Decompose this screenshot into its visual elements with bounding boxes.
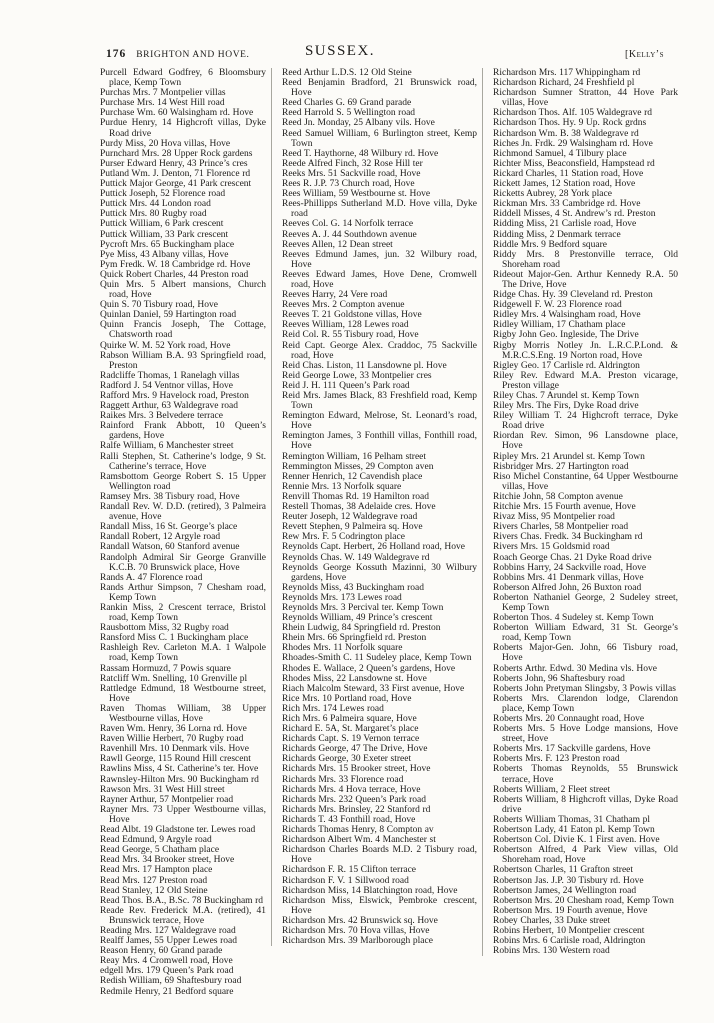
directory-entry: Robins Herbert, 10 Montpelier crescent xyxy=(493,925,645,936)
directory-entry: Purdue Henry, 14 Highcroft villas, Dyke Road drive xyxy=(100,118,266,139)
directory-entry: Reynolds Miss, 43 Buckingham road xyxy=(282,582,424,593)
directory-entry: Puttick William, 6 Park crescent xyxy=(100,219,224,230)
directory-entry: Reed T. Haythorne, 48 Wilbury rd. Hove xyxy=(282,148,439,159)
directory-entry: Reid J. H. 111 Queen’s Park road xyxy=(282,380,410,391)
directory-entry: Raggett Arthur, 63 Waldegrave road xyxy=(100,401,238,412)
directory-entry: Robertson Jas. J.P. 30 Tisbury rd. Hove xyxy=(493,875,644,886)
directory-entry: Reed Jn. Monday, 25 Albany vils. Hove xyxy=(282,118,435,129)
directory-entry: Roberts William, 8 Highcroft villas, Dyke Road drive xyxy=(493,794,678,815)
directory-entry: Quick Robert Charles, 44 Preston road xyxy=(100,269,249,280)
directory-entry: Rands Arthur Simpson, 7 Chesham road, Kemp Town xyxy=(100,582,266,603)
directory-entry: Rigby John Geo. Ingleside, The Drive xyxy=(493,330,639,341)
directory-entry: Revett Stephen, 9 Palmeira sq. Hove xyxy=(282,522,423,533)
directory-entry: Purcell Edward Godfrey, 6 Bloomsbury place, Kemp Town xyxy=(100,68,266,89)
directory-entry: Rennie Mrs. 13 Norfolk square xyxy=(282,481,402,492)
directory-entry: Rhodes Miss, 22 Lansdowne st. Hove xyxy=(282,673,427,684)
directory-entry: Robbins Mrs. 41 Denmark villas, Hove xyxy=(493,572,644,583)
directory-entry: Ridding Miss, 2 Denmark terrace xyxy=(493,229,621,240)
directory-entry: Rigby Morris Notley Jn. L.R.C.P.Lond. & M.R.C.S.Eng. 19 Norton road, Hove xyxy=(493,340,678,361)
directory-entry: Ridding Miss, 21 Carlisle road, Hove xyxy=(493,219,637,230)
directory-entry: Ratcliff Wm. Snelling, 10 Grenville pl xyxy=(100,673,248,684)
directory-entry: Rivaz Miss, 95 Montpelier road xyxy=(493,512,615,523)
directory-entry: Rafford Mrs. 9 Havelock road, Preston xyxy=(100,391,249,401)
directory-entry: Ransford Miss C. 1 Buckingham place xyxy=(100,633,249,644)
directory-entry: Richard E. 5A, St. Margaret’s place xyxy=(282,724,419,735)
directory-entry: Robey Charles, 33 Duke street xyxy=(493,915,611,926)
directory-entry: Ralfe William, 6 Manchester street xyxy=(100,441,234,452)
directory-entry: Rainford Frank Abbott, 10 Queen’s gardens, Hove xyxy=(100,421,266,442)
directory-entry: Reeves Harry, 24 Vere road xyxy=(282,290,388,301)
directory-entry: Robins Mrs. 130 Western road xyxy=(493,946,610,957)
directory-entry: Read Stanley, 12 Old Steine xyxy=(100,885,208,896)
directory-entry: Read Edmund, 9 Argyle road xyxy=(100,835,212,846)
directory-entry: Richards Thomas Henry, 8 Compton av xyxy=(282,825,434,836)
directory-entry: Rands A. 47 Florence road xyxy=(100,572,203,583)
directory-entry: Ridgewell F. W. 23 Florence road xyxy=(493,300,622,311)
directory-entry: Rickett James, 12 Station road, Hove xyxy=(493,179,636,190)
directory-entry: Richardson Richard, 24 Freshfield pl xyxy=(493,78,635,89)
directory-entry: Rassam Hormuzd, 7 Powis square xyxy=(100,663,231,674)
directory-entry: Robertson Lady, 41 Eaton pl. Kemp Town xyxy=(493,825,655,836)
directory-entry: Quinlan Daniel, 59 Hartington road xyxy=(100,310,237,321)
directory-entry: Rice Mrs. 10 Portland road, Hove xyxy=(282,693,412,704)
directory-entry: Richardson Mrs. 42 Brunswick sq. Hove xyxy=(282,915,438,926)
directory-entry: Richmond Samuel, 4 Tilbury place xyxy=(493,148,627,159)
directory-entry: Roberts Mrs. 17 Sackville gardens, Hove xyxy=(493,744,651,755)
directory-entry: Roberts Mrs. F. 123 Preston road xyxy=(493,754,620,765)
directory-entry: Rhoades-Smith C. 11 Sudeley place, Kemp Town xyxy=(282,653,472,664)
directory-entry: Purchase Mrs. 14 West Hill road xyxy=(100,98,225,109)
directory-entry: Roberts Major-Gen. John, 66 Tisbury road, Hove xyxy=(493,643,678,664)
directory-entry: Ramsbottom George Robert S. 15 Upper Wellington road xyxy=(100,471,266,492)
directory-entry: Remmington Misses, 29 Compton aven xyxy=(282,461,434,472)
directory-entry: Reeves William, 128 Lewes road xyxy=(282,320,409,331)
directory-entry: Putland Wm. J. Denton, 71 Florence rd xyxy=(100,168,251,179)
directory-entry: Rickman Mrs. 33 Cambridge rd. Hove xyxy=(493,199,641,210)
directory-entry: Purchas Mrs. 7 Montpelier villas xyxy=(100,88,226,99)
directory-entry: Rhein Mrs. 66 Springfield rd. Preston xyxy=(282,633,427,644)
directory-entry: Roberts Mrs. Clarendon lodge, Clarendon place, Kemp Town xyxy=(493,693,678,714)
directory-entry: Roberton Thos. 4 Sudeley st. Kemp Town xyxy=(493,613,654,624)
directory-entry: Rausbottom Miss, 32 Rugby road xyxy=(100,623,229,634)
directory-entry: Robertson Alfred, 4 Park View villas, Old Shoreham road, Hove xyxy=(493,845,678,866)
directory-entry: Reynolds Chas. W. 149 Waldegrave rd xyxy=(282,552,430,563)
directory-entry: Roberts Mrs. 5 Hove Lodge mansions, Hove street, Hove xyxy=(493,724,678,745)
directory-entry: Robbins Harry, 24 Sackville road, Hove xyxy=(493,562,647,573)
directory-entry: Read Mrs. 34 Brooker street, Hove xyxy=(100,855,235,866)
directory-entry: Rattledge Edmund, 18 Westbourne street, Hove xyxy=(100,683,266,704)
directory-entry: Rayner Arthur, 57 Montpelier road xyxy=(100,794,234,805)
directory-entry: Rawll George, 115 Round Hill crescent xyxy=(100,754,251,765)
directory-entry: Rees R. J.P. 73 Church road, Hove xyxy=(282,179,415,190)
directory-entry: Riso Michel Constantine, 64 Upper Westbourne villas, Hove xyxy=(493,471,678,492)
directory-entry: Ramsey Mrs. 38 Tisbury road, Hove xyxy=(100,491,240,502)
directory-entry: Rabson William B.A. 93 Springfield road, Preston xyxy=(100,350,266,371)
directory-entry: Richards Capt. S. 19 Vernon terrace xyxy=(282,734,420,745)
directory-entry: Remington William, 16 Pelham street xyxy=(282,451,427,462)
directory-entry: Reed Arthur L.D.S. 12 Old Steine xyxy=(282,68,412,78)
directory-entry: Puttick William, 33 Park crescent xyxy=(100,229,229,240)
directory-entry: Reeves Edmund James, jun. 32 Wilbury road, Hove xyxy=(282,249,477,270)
directory-entry: Pycroft Mrs. 65 Buckingham place xyxy=(100,239,235,250)
directory-entry: Roberts John Pretyman Slingsby, 3 Powis villas xyxy=(493,683,676,694)
directory-entry: Puttick Mrs. 44 London road xyxy=(100,199,211,210)
directory-entry: Roberton William Edward, 31 St. George’s road, Kemp Town xyxy=(493,623,678,644)
directory-entry: Quin Mrs. 5 Albert mansions, Church road, Hove xyxy=(100,279,266,301)
directory-entry: Read Thos. B.A., B.Sc. 78 Buckingham rd xyxy=(100,895,264,906)
directory-entry: Randolph Admiral Sir George Granville K.C.B. 70 Brunswick place, Hove xyxy=(100,552,266,573)
directory-entry: Richards Mrs. 33 Florence road xyxy=(282,774,404,785)
directory-entry: Richardson Miss, 14 Blatchington road, Hove xyxy=(282,885,458,896)
directory-entry: Riordan Rev. Simon, 96 Lansdowne place, Hove xyxy=(493,431,678,452)
directory-entry: Richardson Albert Wm. 4 Manchester st xyxy=(282,835,436,846)
directory-entry: Roberts Thomas Reynolds, 55 Brunswick terrace, Hove xyxy=(493,764,678,785)
directory-entry: Ritchie Mrs. 15 Fourth avenue, Hove xyxy=(493,502,636,513)
directory-entry: Rees-Phillipps Sutherland M.D. Hove villa, Dyke road xyxy=(282,199,477,220)
directory-entry: Rideout Major-Gen. Arthur Kennedy R.A. 50 The Drive, Hove xyxy=(493,269,678,290)
directory-entry: Richards Mrs. 4 Hova terrace, Hove xyxy=(282,784,421,795)
directory-entry: Rigley Geo. 17 Carlisle rd. Aldrington xyxy=(493,360,640,371)
directory-entry: Reeves Col. G. 14 Norfolk terrace xyxy=(282,219,414,230)
page-number: 176 xyxy=(106,48,127,60)
directory-entry: Reay Mrs. 4 Cromwell road, Hove xyxy=(100,956,233,967)
directory-entry: Purdy Miss, 20 Hova villas, Hove xyxy=(100,138,231,149)
directory-entry: Radcliffe Thomas, 1 Ranelagh villas xyxy=(100,370,240,381)
directory-entry: Randall Robert, 12 Argyle road xyxy=(100,532,221,543)
directory-entry: Richards Mrs. Brinsley, 22 Stanford rd xyxy=(282,804,431,815)
directory-entry: Ricketts Aubrey, 28 York place xyxy=(493,189,612,200)
directory-entry: Read George, 5 Chatham place xyxy=(100,845,220,856)
directory-entry: Rivers Chas. Fredk. 34 Buckingham rd xyxy=(493,532,643,543)
directory-entry: Richter Miss, Beaconsfield, Hampstead rd xyxy=(493,158,655,169)
directory-entry: Pym Fredk. W. 18 Cambridge rd. Hove xyxy=(100,259,251,270)
directory-entry: Reeves Edward James, Hove Dene, Cromwell road, Hove xyxy=(282,269,477,290)
directory-entry: Pye Miss, 43 Albany villas, Hove xyxy=(100,249,229,260)
directory-entry: Redmile Henry, 21 Bedford square xyxy=(100,986,234,997)
directory-entry: Rashleigh Rev. Carleton M.A. 1 Walpole road, Kemp Town xyxy=(100,643,266,664)
directory-entry: Raven Thomas William, 38 Upper Westbourne villas, Hove xyxy=(100,703,266,724)
directory-column-3 xyxy=(482,68,678,956)
directory-entry: Rhodes E. Wallace, 2 Queen’s gardens, Hove xyxy=(282,663,456,674)
directory-column-2 xyxy=(271,68,477,946)
directory-entry: Renner Henrich, 12 Cavendish place xyxy=(282,471,423,482)
directory-entry: Roberts William Thomas, 31 Chatham pl xyxy=(493,814,651,825)
directory-entry: Richardson Charles Boards M.D. 2 Tisbury road, Hove xyxy=(282,845,477,866)
directory-entry: Rhein Ludwig, 84 Springfield rd. Preston xyxy=(282,623,441,634)
publisher-mark: [Kelly’s xyxy=(625,49,664,60)
directory-entry: Rawson Mrs. 31 West Hill street xyxy=(100,784,225,795)
directory-entry: Rhodes Mrs. 11 Norfolk square xyxy=(282,643,403,654)
directory-entry: Riley Chas. 7 Arundel st. Kemp Town xyxy=(493,391,640,401)
directory-entry: Riach Malcolm Steward, 33 First avenue, Hove xyxy=(282,683,465,694)
directory-entry: Roach George Chas. 21 Dyke Road drive xyxy=(493,552,652,563)
directory-entry: Reading Mrs. 127 Waldegrave road xyxy=(100,925,236,936)
directory-entry: Rankin Miss, 2 Crescent terrace, Bristol road, Kemp Town xyxy=(100,602,266,624)
directory-entry: Roberts William, 2 Fleet street xyxy=(493,784,611,795)
directory-entry: Raven Willie Herbert, 70 Rugby road xyxy=(100,734,244,745)
directory-entry: Ravenhill Mrs. 10 Denmark vils. Hove xyxy=(100,744,250,755)
directory-entry: Reed Harrold S. 5 Wellington road xyxy=(282,108,416,119)
directory-entry: Read Mrs. 17 Hampton place xyxy=(100,865,213,876)
directory-entry: Richards George, 30 Exeter street xyxy=(282,754,412,765)
directory-entry: Reed Samuel William, 6 Burlington street, Kemp Town xyxy=(282,128,477,149)
directory-entry: Reynolds Capt. Herbert, 26 Holland road, Hove xyxy=(282,542,465,553)
directory-entry: Richardson F. V. 1 Sillwood road xyxy=(282,875,409,886)
directory-entry: Robertson Mrs. 19 Fourth avenue, Hove xyxy=(493,905,648,916)
directory-entry: Riddle Mrs. 9 Bedford square xyxy=(493,239,607,250)
directory-entry: Richardson Mrs. 117 Whippingham rd xyxy=(493,68,641,78)
directory-entry: Reynolds William, 49 Prince’s crescent xyxy=(282,613,433,624)
directory-column-1 xyxy=(100,68,266,997)
directory-entry: Riddell Misses, 4 St. Andrew’s rd. Preston xyxy=(493,209,656,220)
directory-entry: Reid Capt. George Alex. Craddoc, 75 Sackville road, Hove xyxy=(282,340,477,361)
directory-entry: Ridley William, 17 Chatham place xyxy=(493,320,626,331)
directory-entry: Rees William, 59 Westbourne st. Hove xyxy=(282,189,431,200)
directory-entry: Reynolds Mrs. 3 Percival ter. Kemp Town xyxy=(282,602,444,613)
directory-entry: Reynolds George Kossuth Mazinni, 30 Wilbury gardens, Hove xyxy=(282,562,477,583)
directory-entry: Roberton Nathaniel George, 2 Sudeley street, Kemp Town xyxy=(493,592,678,613)
directory-entry: Reeves A. J. 44 Southdown avenue xyxy=(282,229,417,240)
directory-entry: Quin S. 70 Tisbury road, Hove xyxy=(100,300,218,311)
directory-entry: Randall Miss, 16 St. George’s place xyxy=(100,522,238,533)
directory-entry: Reeks Mrs. 51 Sackville road, Hove xyxy=(282,168,421,179)
directory-entry: Randall Watson, 60 Stanford avenue xyxy=(100,542,240,553)
directory-entry: Randall Rev. W. D.D. (retired), 3 Palmeira avenue, Hove xyxy=(100,502,266,523)
directory-entry: Riddy Mrs. 8 Prestonville terrace, Old Shoreham road xyxy=(493,249,678,270)
directory-entry: Reid Chas. Liston, 11 Lansdowne pl. Hove xyxy=(282,360,447,371)
directory-entry: Purser Edward Henry, 43 Prince’s cres xyxy=(100,158,248,169)
directory-entry: Quirke W. M. 52 York road, Hove xyxy=(100,340,231,351)
page-header xyxy=(106,42,664,60)
directory-entry: Puttick Joseph, 52 Florence road xyxy=(100,189,226,200)
directory-entry: Reed Charles G. 69 Grand parade xyxy=(282,98,412,109)
directory-entry: Robertson Mrs. 20 Chesham road, Kemp Town xyxy=(493,895,674,906)
directory-entry: Realff James, 55 Upper Lewes road xyxy=(100,936,237,947)
directory-entry: Reuter Joseph, 12 Waldegrave road xyxy=(282,512,418,523)
directory-entry: Ritchie John, 58 Compton avenue xyxy=(493,491,623,502)
directory-entry: Redish William, 69 Shaftesbury road xyxy=(100,976,242,987)
directory-entry: Richards George, 47 The Drive, Hove xyxy=(282,744,428,755)
directory-entry: Quinn Francis Joseph, The Cottage, Chatsworth road xyxy=(100,320,266,341)
directory-entry: Richardson Wm. B. 38 Waldegrave rd xyxy=(493,128,639,139)
directory-entry: Reeves Allen, 12 Dean street xyxy=(282,239,393,250)
directory-entry: Risbridger Mrs. 27 Hartington road xyxy=(493,461,629,472)
directory-entry: Rawlins Miss, 4 St. Catherine’s ter. Hove xyxy=(100,764,259,775)
directory-entry: Roberson Alfred John, 26 Buxton road xyxy=(493,582,642,593)
directory-entry: Reynolds Mrs. 173 Lewes road xyxy=(282,592,402,603)
directory-entry: Rich Mrs. 174 Lewes road xyxy=(282,703,384,714)
directory-entry: Remington James, 3 Fonthill villas, Fonthill road, Hove xyxy=(282,431,477,452)
directory-entry: Robins Mrs. 6 Carlisle road, Aldrington xyxy=(493,936,646,947)
directory-entry: Richards T. 43 Fonthill road, Hove xyxy=(282,814,416,825)
directory-entry: Reede Alfred Finch, 32 Rose Hill ter xyxy=(282,158,423,169)
directory-entry: Rich Mrs. 6 Palmeira square, Hove xyxy=(282,714,417,724)
directory-entry: Richards Mrs. 232 Queen’s Park road xyxy=(282,794,427,805)
directory-entry: edgell Mrs. 179 Queen’s Park road xyxy=(100,966,234,977)
directory-entry: Reid George Lowe, 33 Montpelier cres xyxy=(282,370,432,381)
directory-entry: Riley Mrs. The Firs, Dyke Road drive xyxy=(493,401,639,412)
directory-entry: Richardson Miss, Elswick, Pembroke crescent, Hove xyxy=(282,895,477,916)
directory-entry: Robertson Charles, 11 Grafton street xyxy=(493,865,634,876)
directory-entry: Rivers Charles, 58 Montpelier road xyxy=(493,522,629,533)
directory-entry: Riley William T. 24 Highcroft terrace, Dyke Road drive xyxy=(493,411,678,432)
directory-entry: Ripley Mrs. 21 Arundel st. Kemp Town xyxy=(493,451,645,462)
directory-entry: Reeves Mrs. 2 Compton avenue xyxy=(282,300,405,311)
directory-entry: Riches Jn. Frdk. 29 Walsingham rd. Hove xyxy=(493,138,653,149)
directory-entry: Rickard Charles, 11 Station road, Hove xyxy=(493,168,644,179)
directory-entry: Rew Mrs. F. 5 Codrington place xyxy=(282,532,405,543)
directory-entry: Reason Henry, 60 Grand parade xyxy=(100,946,223,957)
directory-entry: Reade Rev. Frederick M.A. (retired), 41 Brunswick terrace, Hove xyxy=(100,905,266,926)
directory-entry: Rayner Mrs. 73 Upper Westbourne villas, Hove xyxy=(100,804,266,825)
directory-entry: Robertson James, 24 Wellington road xyxy=(493,885,637,896)
directory-entry: Richardson Mrs. 39 Marlborough place xyxy=(282,936,433,947)
directory-entry: Richardson Mrs. 70 Hova villas, Hove xyxy=(282,925,430,936)
directory-entry: Richardson Thos. Alf. 105 Waldegrave rd xyxy=(493,108,652,119)
directory-entry: Reeves T. 21 Goldstone villas, Hove xyxy=(282,310,422,321)
directory-entry: Remington Edward, Melrose, St. Leonard’s road, Hove xyxy=(282,411,477,432)
directory-entry: Roberts John, 96 Shaftesbury road xyxy=(493,673,625,684)
directory-entry: Richardson Thos. Hy. 9 Up. Rock grdns xyxy=(493,118,647,129)
directory-entry: Puttick Major George, 41 Park crescent xyxy=(100,179,252,190)
directory-entry: Reid Col. R. 55 Tisbury road, Hove xyxy=(282,330,419,341)
directory-entry: Robertson Col. Divie K. 1 First aven. Hove xyxy=(493,835,660,846)
directory-entry: Raven Wm. Henry, 36 Lorna rd. Hove xyxy=(100,724,247,735)
directory-entry: Ralli Stephen, St. Catherine’s lodge, 9 St. Catherine’s terrace, Hove xyxy=(100,451,266,472)
county-title: SUSSEX. xyxy=(304,43,376,59)
directory-entry: Rawnsley-Hilton Mrs. 90 Buckingham rd xyxy=(100,774,259,785)
directory-entry: Radford J. 54 Ventnor villas, Hove xyxy=(100,380,234,391)
directory-entry: Purnchard Mrs. 28 Upper Rock gardens xyxy=(100,148,253,159)
directory-entry: Reed Benjamin Bradford, 21 Brunswick road, Hove xyxy=(282,78,477,99)
running-title-left: BRIGHTON AND HOVE. xyxy=(136,50,250,60)
directory-columns xyxy=(0,66,714,997)
directory-entry: Riley Rev. Edward M.A. Preston vicarage, Preston village xyxy=(493,370,678,391)
directory-entry: Purchase Wm. 60 Walsingham rd. Hove xyxy=(100,108,254,119)
directory-entry: Raikes Mrs. 3 Belvedere terrace xyxy=(100,411,223,422)
directory-entry: Read Albt. 19 Gladstone ter. Lewes road xyxy=(100,825,256,836)
directory-entry: Ridge Chas. Hy. 39 Cleveland rd. Preston xyxy=(493,290,653,301)
directory-entry: Reid Mrs. James Black, 83 Freshfield road, Kemp Town xyxy=(282,391,477,412)
directory-entry: Restell Thomas, 38 Adelaide cres. Hove xyxy=(282,502,436,513)
directory-entry: Roberts Arthr. Edwd. 30 Medina vls. Hove xyxy=(493,663,658,674)
directory-entry: Roberts Mrs. 20 Connaught road, Hove xyxy=(493,714,645,724)
directory-entry: Rivers Mrs. 15 Goldsmid road xyxy=(493,542,610,553)
directory-entry: Richardson F. R. 15 Clifton terrace xyxy=(282,865,417,876)
directory-entry: Renvill Thomas Rd. 19 Hamilton road xyxy=(282,491,430,502)
directory-entry: Richards Mrs. 15 Brooker street, Hove xyxy=(282,764,431,775)
directory-entry: Ridley Mrs. 4 Walsingham road, Hove xyxy=(493,310,641,321)
directory-entry: Puttick Mrs. 80 Rugby road xyxy=(100,209,207,220)
directory-entry: Read Mrs. 127 Preston road xyxy=(100,875,208,886)
directory-entry: Richardson Sumner Stratton, 44 Hove Park villas, Hove xyxy=(493,88,678,109)
